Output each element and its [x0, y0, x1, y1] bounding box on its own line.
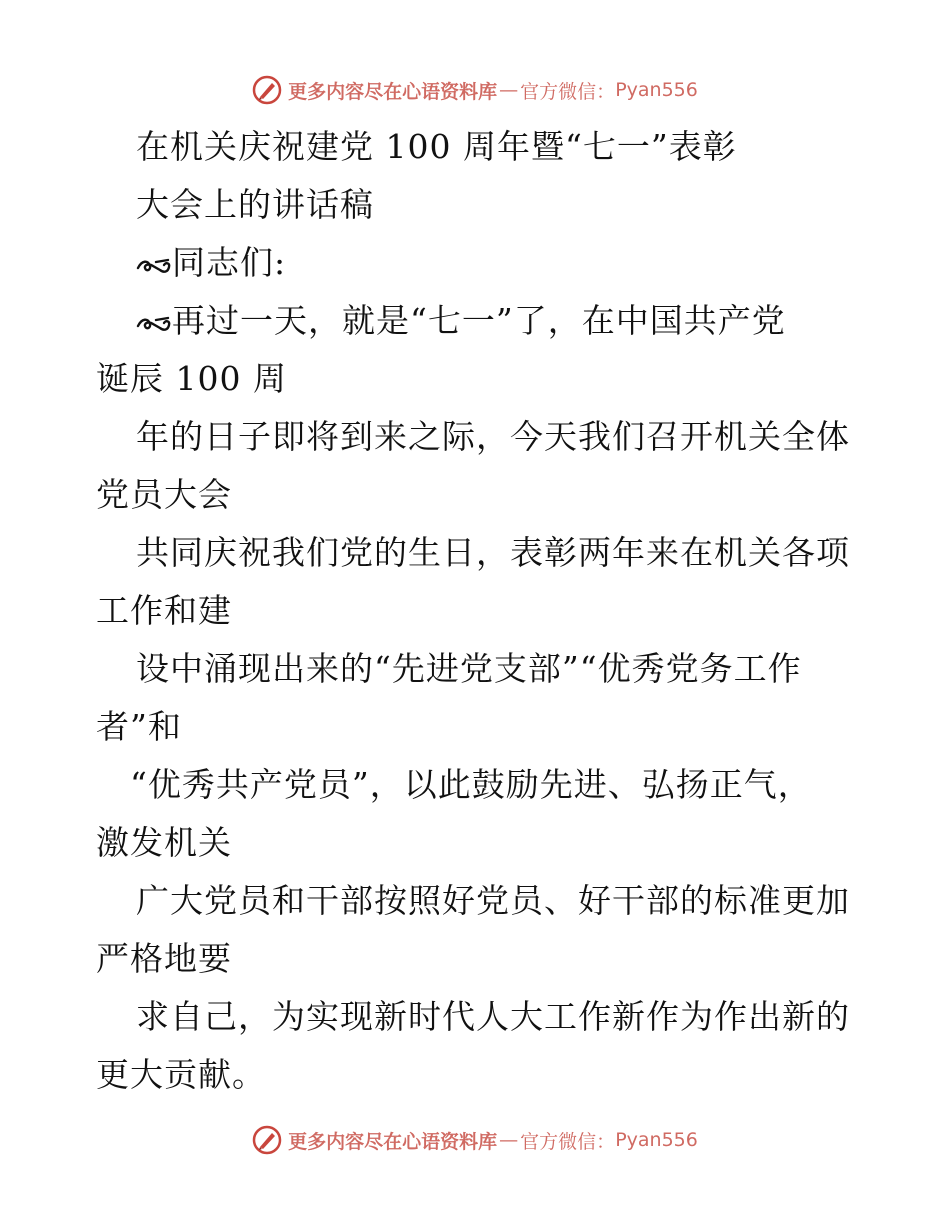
header-watermark [0, 70, 950, 110]
watermark-separator: — [499, 1129, 519, 1151]
document-body [96, 118, 866, 1104]
salutation-line [96, 234, 866, 292]
pen-logo-icon [252, 75, 282, 105]
flourish-bullet-icon [136, 254, 172, 276]
paragraph-line [96, 292, 866, 350]
watermark-wechat-id: Pyan556 [615, 79, 698, 101]
watermark-site-text: 更多内容尽在心语资料库 [288, 1130, 498, 1153]
paragraph-line: 诞辰 100 周 [96, 359, 287, 398]
salutation-text: 同志们: [172, 243, 287, 282]
paragraph-line: 年的日子即将到来之际，今天我们召开机关全体 [136, 417, 850, 456]
paragraph-line: “优秀共产党员”，以此鼓励先进、弘扬正气， [130, 765, 812, 804]
footer-watermark [0, 1120, 950, 1160]
watermark-separator: — [499, 79, 519, 101]
paragraph-line: 共同庆祝我们党的生日，表彰两年来在机关各项 [136, 533, 850, 572]
paragraph-line: 求自己，为实现新时代人大工作新作为作出新的 [136, 997, 850, 1036]
paragraph-line: 党员大会 [96, 475, 232, 514]
watermark-wechat-label: 官方微信： [520, 80, 616, 103]
paragraph-line: 者”和 [96, 707, 182, 746]
paragraph-line: 更大贡献。 [96, 1055, 266, 1094]
pen-logo-icon [252, 1125, 282, 1155]
watermark-site-text: 更多内容尽在心语资料库 [288, 80, 498, 103]
document-title-line-2: 大会上的讲话稿 [136, 185, 374, 224]
paragraph-line: 广大党员和干部按照好党员、好干部的标准更加 [136, 881, 850, 920]
paragraph-line: 严格地要 [96, 939, 232, 978]
paragraph-line: 激发机关 [96, 823, 232, 862]
watermark-wechat-label: 官方微信： [520, 1130, 616, 1153]
paragraph-text: 再过一天，就是“七一”了，在中国共产党 [172, 301, 786, 340]
document-title-line-1: 在机关庆祝建党 100 周年暨“七一”表彰 [136, 127, 737, 166]
paragraph-line: 设中涌现出来的“先进党支部”“优秀党务工作 [136, 649, 802, 688]
paragraph-line: 工作和建 [96, 591, 232, 630]
watermark-wechat-id: Pyan556 [615, 1129, 698, 1151]
flourish-bullet-icon [136, 312, 172, 334]
